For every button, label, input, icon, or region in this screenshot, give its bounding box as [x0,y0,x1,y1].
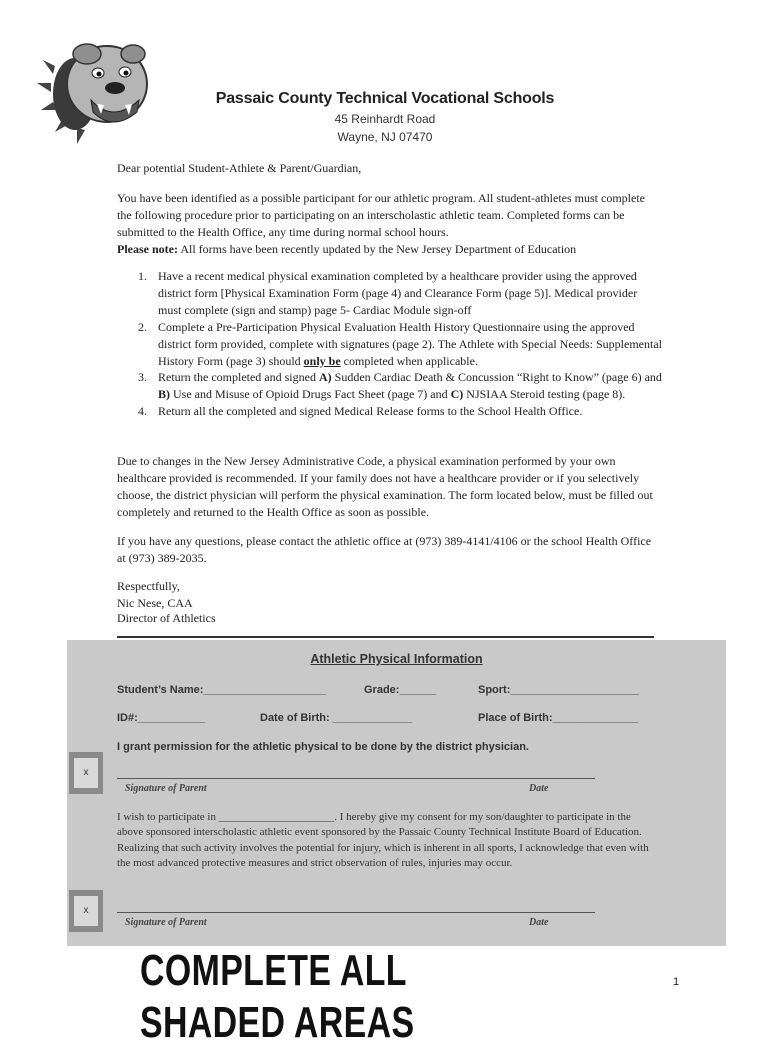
intro-text: You have been identified as a possible participant for our athletic program. All student-athletes must complete the following procedure prior to participating on an interscholastic athletic team. Completed forms can be submitted to the Health Office, any time during normal school hours. [117,191,645,239]
student-name-field[interactable]: Student’s Name:____________________ [117,684,326,696]
signature-label: Signature of Parent [125,917,207,928]
list-item [138,319,663,370]
list-item [138,369,663,403]
list-item [138,268,663,319]
date-label: Date [529,783,549,794]
intro-paragraph [117,190,662,258]
x-mark: x [74,896,98,926]
address-street: 45 Reinhardt Road [334,112,436,126]
list-item-text: Return the completed and signed [158,370,319,385]
procedure-list [138,268,663,420]
list-item-number: 1. [138,269,147,283]
list-item-bold: A) [318,370,332,385]
note-text: All forms have been recently updated by the New Jersey Department of Education [177,242,577,256]
school-title: Passaic County Technical Vocational Schools [215,90,555,107]
note-label: Please note: [117,242,178,256]
address-city: Wayne, NJ 07470 [337,130,433,144]
closing: Respectfully, [117,579,180,593]
list-item-number: 2. [138,319,147,334]
permission-statement: I grant permission for the athletic physical to be done by the district physician. [117,741,529,753]
list-item-text: NJSIAA Steroid testing (page 8). [463,387,626,402]
date-label: Date [529,917,549,928]
sport-field[interactable]: Sport:_____________________ [478,684,639,696]
signer-name: Nic Nese, CAA [117,596,193,610]
grade-field[interactable]: Grade:______ [364,684,437,696]
x-mark: x [74,758,98,788]
list-item-number: 3. [138,370,147,385]
list-item-text: Have a recent medical physical examination completed by a healthcare provider using the approved district form [Physical Examination Form (page 4) and Clearance Form (page 5)]. Medical provider must complete (sign and stamp) page 5- Cardiac Module sign-off [158,269,638,317]
signer-title: Director of Athletics [117,611,216,625]
date-of-birth-field[interactable]: Date of Birth: _____________ [260,712,413,724]
list-item [138,403,663,420]
list-item-text-end: completed when applicable. [340,353,478,368]
list-item-text: Complete a Pre-Participation Physical Evaluation Health History Questionnaire using the approved district form provided, complete with signatures (page 2). The Athlete with Special Needs: Supplemental History Form (page 3) should [158,319,662,368]
consent-paragraph: I wish to participate in _____________________. I hereby give my consent for my son/daughter to participate in the above sponsored interscholastic athletic event sponsored by the Passaic County Technical Institute Board of Education. Realizing that such activity involves the potential for injury, which is inherent in all sports, I acknowledge that even with the most advanced protective measures and strict observation of rules, injuries may occur. [117,811,649,869]
sign-here-marker [69,890,103,932]
complete-shaded-areas-banner: COMPLETE ALL SHADED AREAS [140,946,415,1047]
form-title: Athletic Physical Information [310,652,483,666]
divider [117,636,654,638]
place-of-birth-field[interactable]: Place of Birth:______________ [478,712,639,724]
list-item-emphasis: only be [303,353,341,368]
list-item-text: Use and Misuse of Opioid Drugs Fact Sheet (page 7) and [170,387,451,402]
sign-here-marker [69,752,103,794]
list-item-text: Sudden Cardiac Death & Concussion “Right to Know” (page 6) and [331,370,662,385]
contact-paragraph: If you have any questions, please contact the athletic office at (973) 389-4141/4106 or the school Health Office at (973) 389-2035. [117,534,652,565]
id-field[interactable]: ID#:___________ [117,712,206,724]
parent-signature-line[interactable] [117,778,595,779]
parent-signature-line[interactable] [117,912,595,913]
list-item-bold: B) [158,387,170,402]
page-number: 1 [673,976,680,988]
salutation: Dear potential Student-Athlete & Parent/Guardian, [117,161,362,175]
list-item-bold: C) [450,387,464,402]
signature-label: Signature of Parent [125,783,207,794]
list-item-number: 4. [138,404,147,419]
physician-paragraph: Due to changes in the New Jersey Administrative Code, a physical examination performed by your own healthcare provided is recommended. If your family does not have a healthcare provider or if you selectively choose, the district physician will perform the physical examination. The form located below, must be filled out completely and returned to the Health Office as soon as possible. [117,454,653,519]
list-item-text: Return all the completed and signed Medical Release forms to the School Health Office. [158,404,583,419]
